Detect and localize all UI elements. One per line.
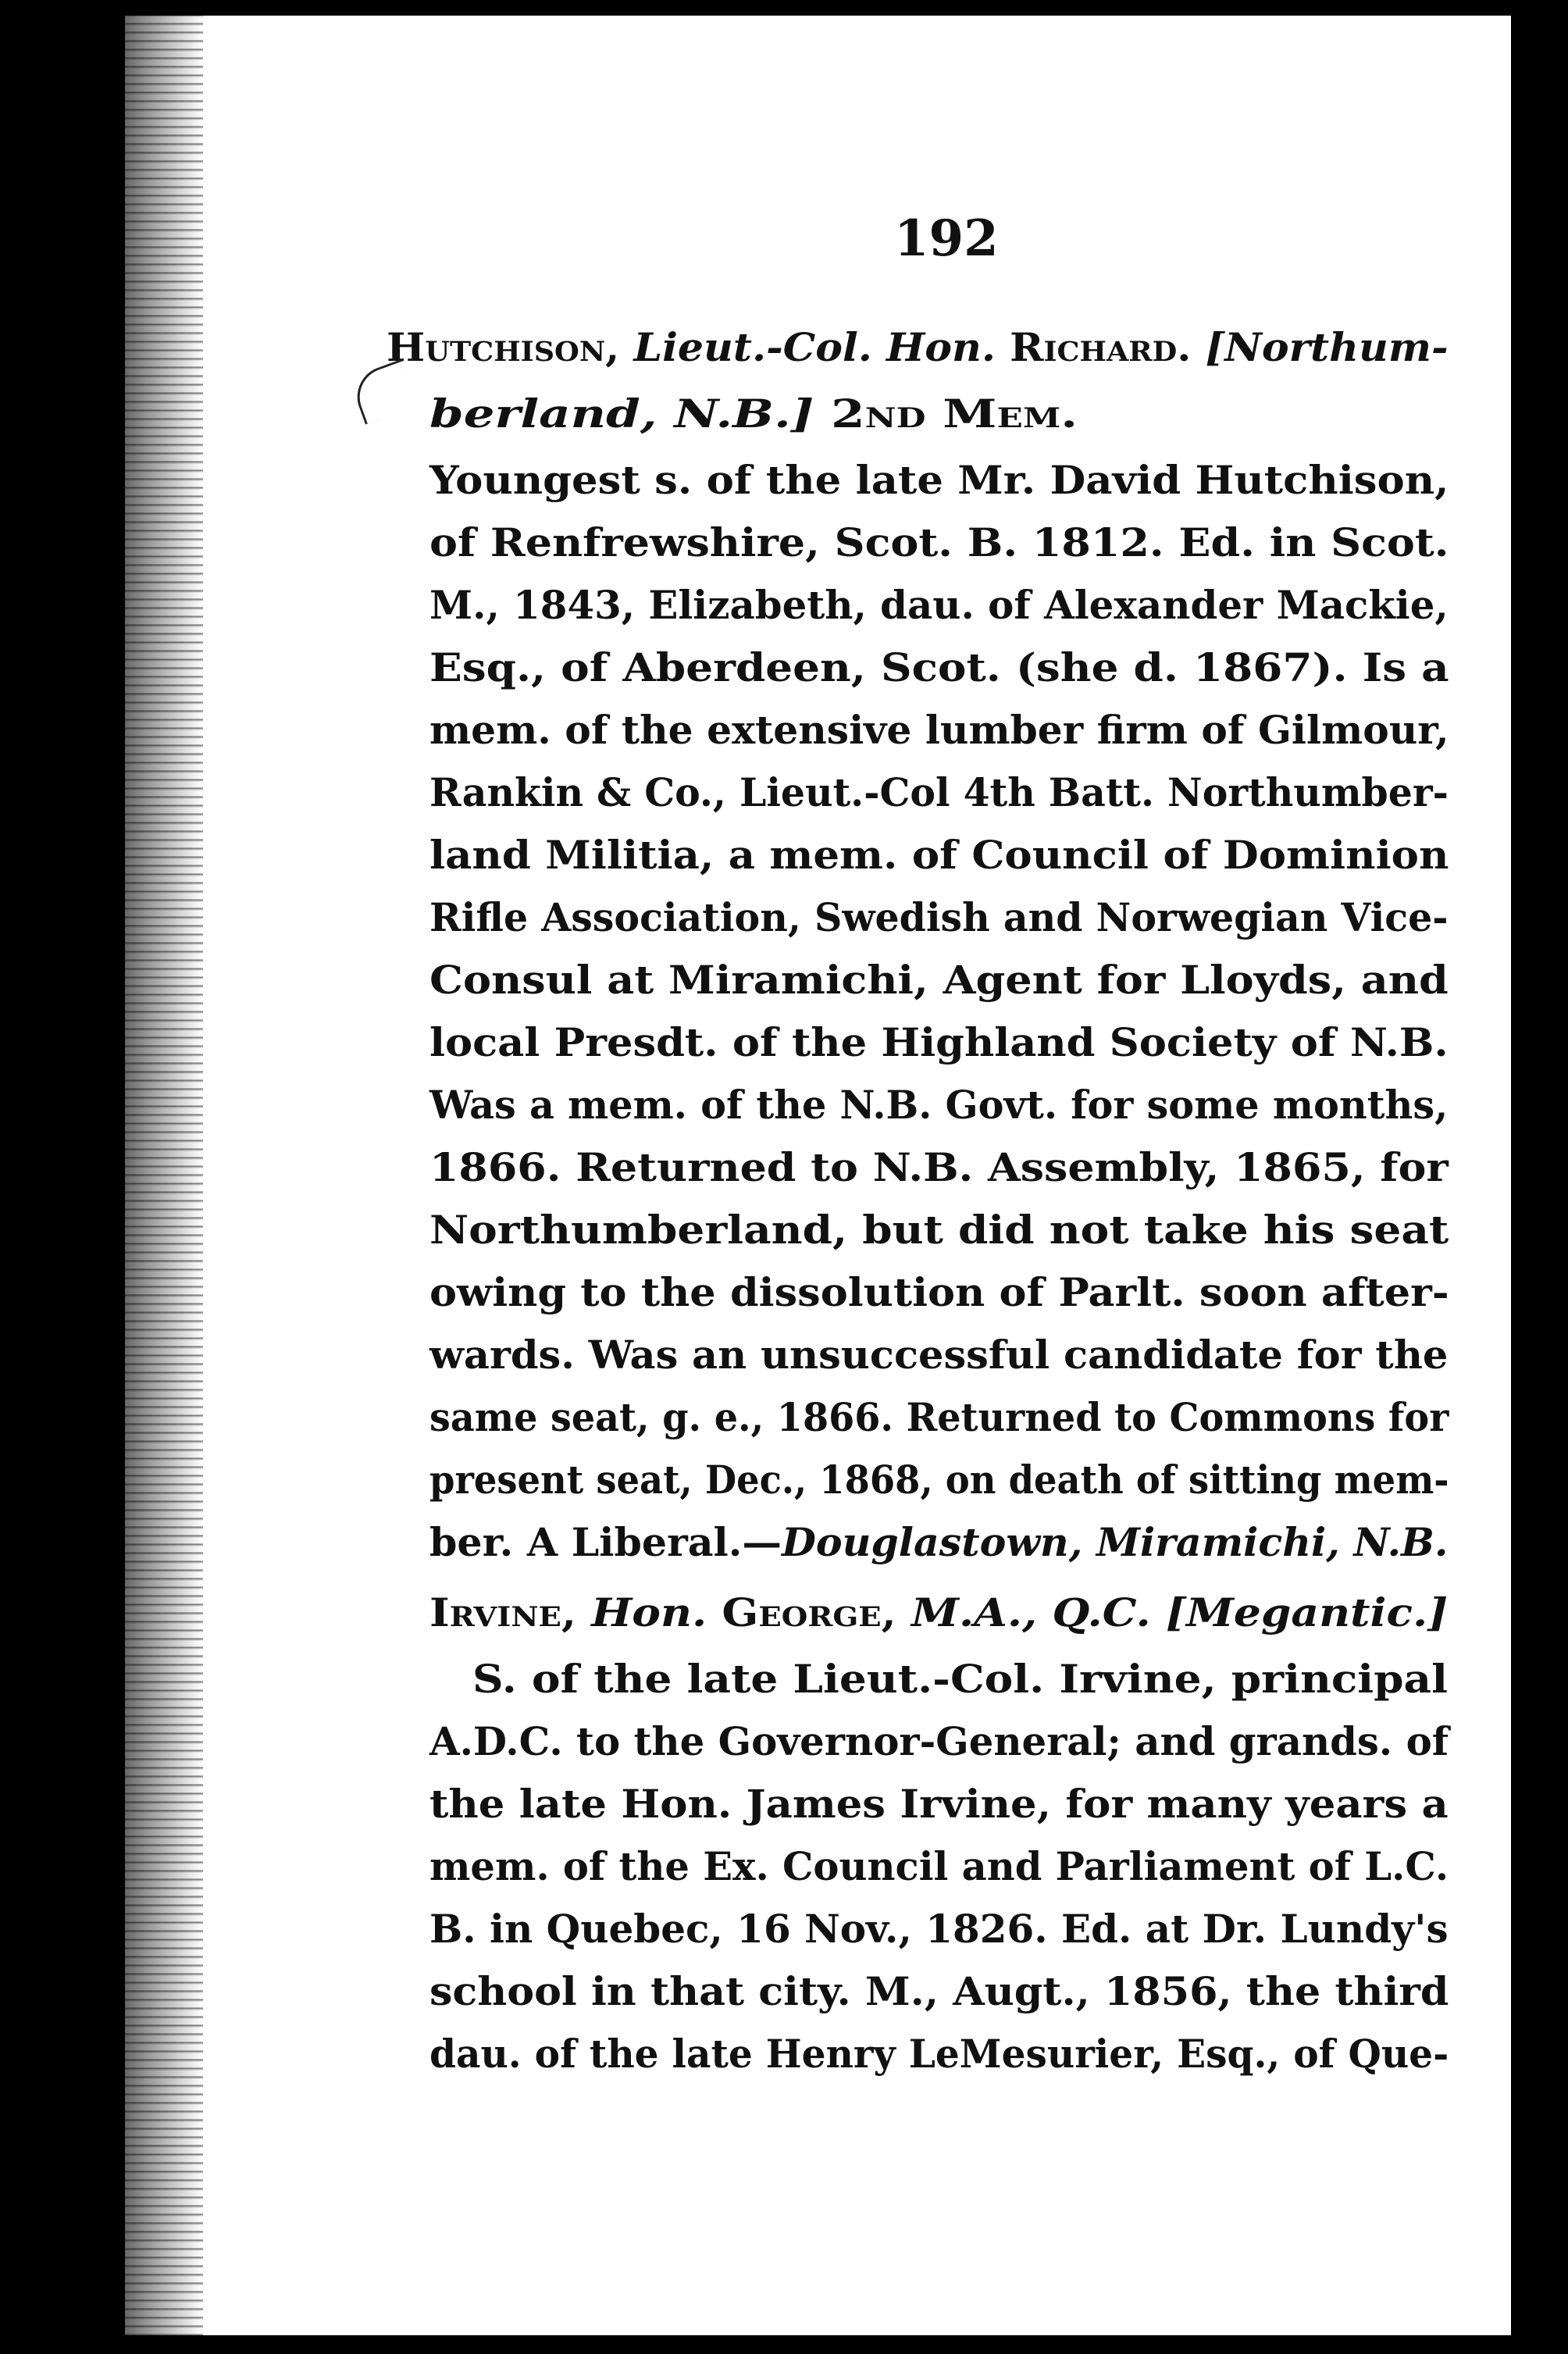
member-role: 2nd Mem. <box>831 391 1078 437</box>
body-line: mem. of the Ex. Council and Parliament of L.C. <box>429 1843 1449 1889</box>
body-line: Youngest s. of the late Mr. David Hutchison, <box>429 457 1449 503</box>
surname: Hutchison, <box>387 324 620 370</box>
body-line: M., 1843, Elizabeth, dau. of Alexander Mackie, <box>429 582 1449 628</box>
body-line: Consul at Miramichi, Agent for Lloyds, and <box>429 957 1449 1003</box>
closing-text: ber. A Liberal.— <box>429 1519 782 1565</box>
body-line: 1866. Returned to N.B. Assembly, 1865, for <box>429 1144 1449 1190</box>
surname: Irvine, <box>429 1589 577 1635</box>
body-line: Rankin & Co., Lieut.-Col 4th Batt. Northumber- <box>429 769 1449 815</box>
given-name: George, <box>722 1589 896 1635</box>
body-line: A.D.C. to the Governor-General; and grands. of <box>429 1718 1449 1764</box>
body-line: Northumberland, but did not take his seat <box>429 1207 1449 1253</box>
body-line: the late Hon. James Irvine, for many years a <box>429 1781 1449 1827</box>
page-number: 192 <box>894 209 999 268</box>
body-line: mem. of the extensive lumber firm of Gilmour, <box>429 707 1449 753</box>
entry-header-cont <box>429 391 1078 437</box>
body-line: same seat, g. e., 1866. Returned to Commons for <box>429 1394 1449 1440</box>
constituency: [Megantic.] <box>1165 1589 1449 1635</box>
constituency: [Northum- <box>1205 324 1449 370</box>
body-line: local Presdt. of the Highland Society of N.B. <box>429 1019 1449 1065</box>
body-line: wards. Was an unsuccessful candidate for the <box>429 1332 1449 1378</box>
body-line: B. in Quebec, 16 Nov., 1826. Ed. at Dr. Lundy's <box>429 1906 1449 1952</box>
body-line: school in that city. M., Augt., 1856, the third <box>429 1968 1449 2014</box>
body-line: owing to the dissolution of Parlt. soon after- <box>429 1269 1449 1315</box>
given-name: Richard. <box>1010 324 1192 370</box>
body-line: land Militia, a mem. of Council of Dominion <box>429 832 1449 878</box>
body-line: Rifle Association, Swedish and Norwegian Vice- <box>429 894 1449 940</box>
address: Douglastown, Miramichi, N.B. <box>781 1519 1449 1565</box>
scanned-page-edge <box>0 0 203 2354</box>
body-line: dau. of the late Henry LeMesurier, Esq., of Que- <box>429 2031 1449 2077</box>
body-line: Esq., of Aberdeen, Scot. (she d. 1867). Is a <box>429 644 1449 690</box>
entry-header <box>387 324 1449 370</box>
rank: Lieut.-Col. Hon. <box>633 324 996 370</box>
entry-header <box>429 1589 1449 1635</box>
degree: M.A., Q.C. <box>911 1589 1151 1635</box>
body-line-last <box>429 1519 1449 1565</box>
body-line: S. of the late Lieut.-Col. Irvine, principal <box>472 1656 1448 1702</box>
body-line: Was a mem. of the N.B. Govt. for some months, <box>429 1082 1449 1128</box>
body-line: of Renfrewshire, Scot. B. 1812. Ed. in Scot. <box>429 519 1449 565</box>
constituency-cont: berland, N.B.] <box>429 391 814 437</box>
body-line: present seat, Dec., 1868, on death of sitting mem- <box>429 1457 1449 1503</box>
rank: Hon. <box>591 1589 707 1635</box>
